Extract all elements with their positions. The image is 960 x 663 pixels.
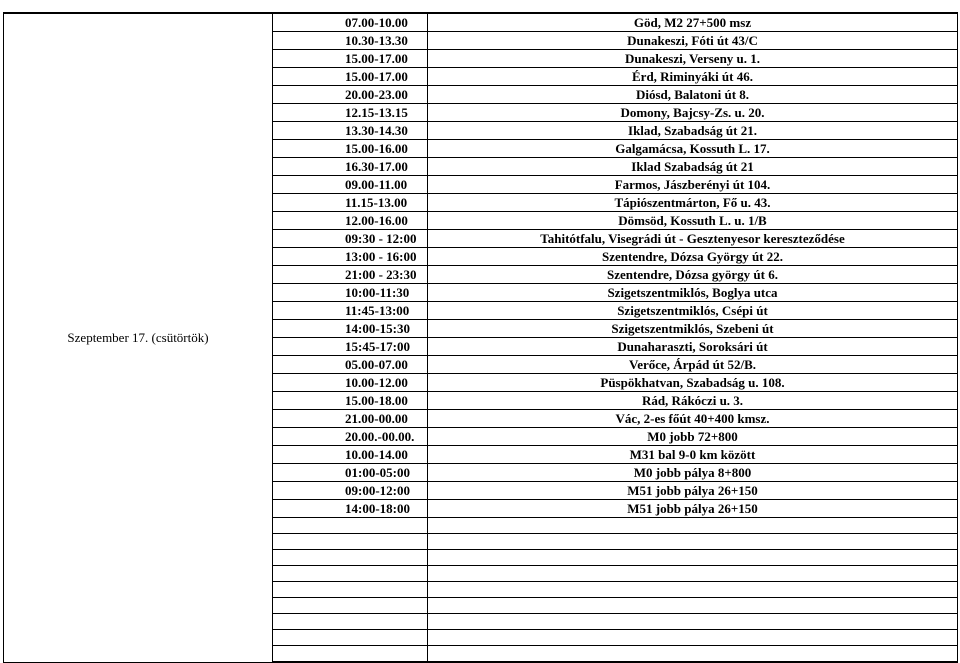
time-cell: 15.00-17.00	[273, 50, 428, 68]
location-cell: Verőce, Árpád út 52/B.	[428, 356, 958, 374]
location-cell: Farmos, Jászberényi út 104.	[428, 176, 958, 194]
time-cell: 10.00-12.00	[273, 374, 428, 392]
location-cell: Göd, M2 27+500 msz	[428, 13, 958, 32]
time-cell: 21:00 - 23:30	[273, 266, 428, 284]
time-cell: 09:00-12:00	[273, 482, 428, 500]
time-cell: 11:45-13:00	[273, 302, 428, 320]
time-cell	[273, 550, 428, 566]
location-cell: Szigetszentmiklós, Csépi út	[428, 302, 958, 320]
location-cell: M0 jobb 72+800	[428, 428, 958, 446]
time-cell	[273, 518, 428, 534]
time-cell: 09:30 - 12:00	[273, 230, 428, 248]
location-cell: Tápiószentmárton, Fő u. 43.	[428, 194, 958, 212]
location-cell: Diósd, Balatoni út 8.	[428, 86, 958, 104]
location-cell	[428, 582, 958, 598]
location-cell	[428, 550, 958, 566]
location-cell	[428, 566, 958, 582]
time-cell: 15.00-17.00	[273, 68, 428, 86]
time-cell: 15:45-17:00	[273, 338, 428, 356]
time-cell: 14:00-15:30	[273, 320, 428, 338]
location-cell	[428, 630, 958, 646]
table-row	[4, 13, 958, 32]
time-cell: 09.00-11.00	[273, 176, 428, 194]
time-cell: 16.30-17.00	[273, 158, 428, 176]
time-cell: 10.30-13.30	[273, 32, 428, 50]
time-cell: 13.30-14.30	[273, 122, 428, 140]
location-cell: Dömsöd, Kossuth L. u. 1/B	[428, 212, 958, 230]
location-cell: Dunakeszi, Verseny u. 1.	[428, 50, 958, 68]
time-cell: 20.00.-00.00.	[273, 428, 428, 446]
time-cell: 20.00-23.00	[273, 86, 428, 104]
time-cell: 07.00-10.00	[273, 13, 428, 32]
location-cell: Szentendre, Dózsa György út 22.	[428, 248, 958, 266]
time-cell: 10.00-14.00	[273, 446, 428, 464]
time-cell	[273, 630, 428, 646]
location-cell: Rád, Rákóczi u. 3.	[428, 392, 958, 410]
location-cell: Szigetszentmiklós, Szebeni út	[428, 320, 958, 338]
location-cell: Domony, Bajcsy-Zs. u. 20.	[428, 104, 958, 122]
schedule-body	[4, 13, 958, 662]
location-cell: Püspökhatvan, Szabadság u. 108.	[428, 374, 958, 392]
time-cell: 15.00-18.00	[273, 392, 428, 410]
time-cell	[273, 566, 428, 582]
time-cell: 11.15-13.00	[273, 194, 428, 212]
location-cell: Vác, 2-es főút 40+400 kmsz.	[428, 410, 958, 428]
location-cell: Galgamácsa, Kossuth L. 17.	[428, 140, 958, 158]
location-cell: Dunakeszi, Fóti út 43/C	[428, 32, 958, 50]
time-cell: 15.00-16.00	[273, 140, 428, 158]
location-cell	[428, 534, 958, 550]
time-cell: 21.00-00.00	[273, 410, 428, 428]
time-cell	[273, 614, 428, 630]
time-cell: 01:00-05:00	[273, 464, 428, 482]
location-cell: M51 jobb pálya 26+150	[428, 500, 958, 518]
location-cell	[428, 598, 958, 614]
location-cell: Iklad, Szabadság út 21.	[428, 122, 958, 140]
location-cell	[428, 518, 958, 534]
location-cell	[428, 614, 958, 630]
location-cell: Érd, Riminyáki út 46.	[428, 68, 958, 86]
location-cell: Dunaharaszti, Soroksári út	[428, 338, 958, 356]
location-cell: Iklad Szabadság út 21	[428, 158, 958, 176]
time-cell	[273, 534, 428, 550]
time-cell: 12.15-13.15	[273, 104, 428, 122]
time-cell: 13:00 - 16:00	[273, 248, 428, 266]
location-cell: Tahitótfalu, Visegrádi út - Gesztenyesor kereszteződése	[428, 230, 958, 248]
time-cell: 05.00-07.00	[273, 356, 428, 374]
location-cell: Szentendre, Dózsa györgy út 6.	[428, 266, 958, 284]
location-cell: M31 bal 9-0 km között	[428, 446, 958, 464]
time-cell	[273, 582, 428, 598]
time-cell: 10:00-11:30	[273, 284, 428, 302]
time-cell	[273, 598, 428, 614]
time-cell: 12.00-16.00	[273, 212, 428, 230]
date-cell: Szeptember 17. (csütörtök)	[4, 13, 273, 662]
location-cell: M0 jobb pálya 8+800	[428, 464, 958, 482]
schedule-table	[3, 12, 958, 663]
time-cell: 14:00-18:00	[273, 500, 428, 518]
location-cell: M51 jobb pálya 26+150	[428, 482, 958, 500]
location-cell	[428, 646, 958, 663]
time-cell	[273, 646, 428, 663]
location-cell: Szigetszentmiklós, Boglya utca	[428, 284, 958, 302]
